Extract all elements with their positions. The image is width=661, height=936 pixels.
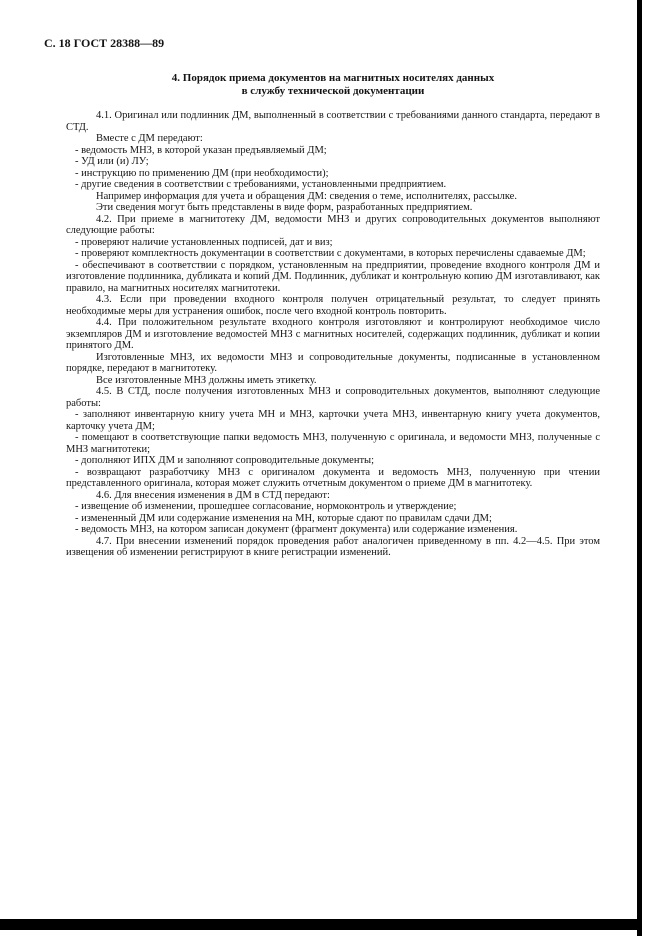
paragraph: 4.4. При положительном результате входного контроля изготовляют и контролируют необходимое число экземпляров ДМ и изготовление ведомостей МНЗ с магнитных носителей, содержащих подлинник, дубликат и копии принятого ДМ. — [66, 317, 600, 351]
section-title-line2: в службу технической документации — [241, 85, 425, 97]
paragraph: - ведомость МНЗ, на котором записан документ (фрагмент документа) или содержание изменения. — [75, 524, 518, 535]
paragraph: 4.6. Для внесения изменения в ДМ в СТД передают: — [96, 489, 330, 501]
paragraph: - заполняют инвентарную книгу учета МН и МНЗ, карточки учета МНЗ, инвентарную книгу учета документов, карточку учета ДМ; — [66, 409, 600, 432]
paragraph: - обеспечивают в соответствии с порядком, установленным на предприятии, проведение входного контроля ДМ и изготовление подлинника, дубликата и копий ДМ. Подлинник, дубликат и контрольную копию ДМ изготавливают, как правило, на магнитных носителях магнитотеки. — [66, 259, 600, 294]
paragraph: - помещают в соответствующие папки ведомость МНЗ, полученную с оригинала, и ведомости МНЗ, полученные с МНЗ магнитотеки; — [66, 432, 600, 455]
paragraph: Все изготовленные МНЗ должны иметь этикетку. — [96, 374, 317, 386]
paragraph: Например информация для учета и обращения ДМ: сведения о теме, исполнителях, рассылке. — [96, 190, 517, 202]
paragraph: 4.7. При внесении изменений порядок проведения работ аналогичен приведенному в пп. 4.2—4.5. При этом извещения об изменении регистрируют в книге регистрации изменений. — [66, 535, 600, 558]
paragraph: 4.1. Оригинал или подлинник ДМ, выполненный в соответствии с требованиями данного стандарта, передают в СТД. — [66, 110, 600, 133]
paragraph: 4.3. Если при проведении входного контроля получен отрицательный результат, то следует принять необходимые меры для устранения ошибок, после чего входной контроль повторить. — [66, 294, 600, 317]
paragraph: - проверяют наличие установленных подписей, дат и виз; — [75, 236, 333, 248]
section-title — [66, 72, 600, 98]
paragraph: - ведомость МНЗ, в которой указан предъявляемый ДМ; — [75, 144, 327, 156]
paragraph: - проверяют комплектность документации в соответствии с документами, в которых перечислены сдаваемые ДМ; — [75, 248, 586, 259]
paragraph: - инструкцию по применению ДМ (при необходимости); — [75, 167, 329, 179]
paragraph: - возвращают разработчику МНЗ с оригиналом документа и ведомость МНЗ, полученную при чтении представленного оригинала, которая может служить отчетным документом о приеме ДМ в магнитотеку. — [66, 466, 600, 489]
scan-edge-right — [637, 0, 642, 936]
paragraph: - другие сведения в соответствии с требованиями, установленными предприятием. — [75, 179, 447, 190]
paragraph: - УД или (и) ЛУ; — [75, 156, 149, 167]
paragraph: - извещение об изменении, прошедшее согласование, нормоконтроль и утверждение; — [75, 501, 457, 512]
paragraph: 4.2. При приеме в магнитотеку ДМ, ведомости МНЗ и других сопроводительных документов выполняют следующие работы: — [66, 213, 600, 236]
paragraph: - дополняют ИПХ ДМ и заполняют сопроводительные документы; — [75, 455, 375, 466]
paragraph: Вместе с ДМ передают: — [96, 133, 203, 144]
section-title-line1: 4. Порядок приема документов на магнитных носителях данных — [171, 72, 495, 84]
paragraph: Изготовленные МНЗ, их ведомости МНЗ и сопроводительные документы, подписанные в установленном порядке, передают в магнитотеку. — [66, 351, 600, 374]
page-header: С. 18 ГОСТ 28388—89 — [44, 36, 165, 50]
paragraph: 4.5. В СТД, после получения изготовленных МНЗ и сопроводительных документов, выполняют следующие работы: — [66, 386, 600, 409]
paragraph: - измененный ДМ или содержание изменения на МН, которые сдают по правилам сдачи ДМ; — [75, 512, 492, 524]
scan-edge-bottom — [0, 919, 642, 930]
paragraph: Эти сведения могут быть представлены в виде форм, разработанных предприятием. — [96, 202, 473, 213]
document-body — [66, 110, 600, 559]
